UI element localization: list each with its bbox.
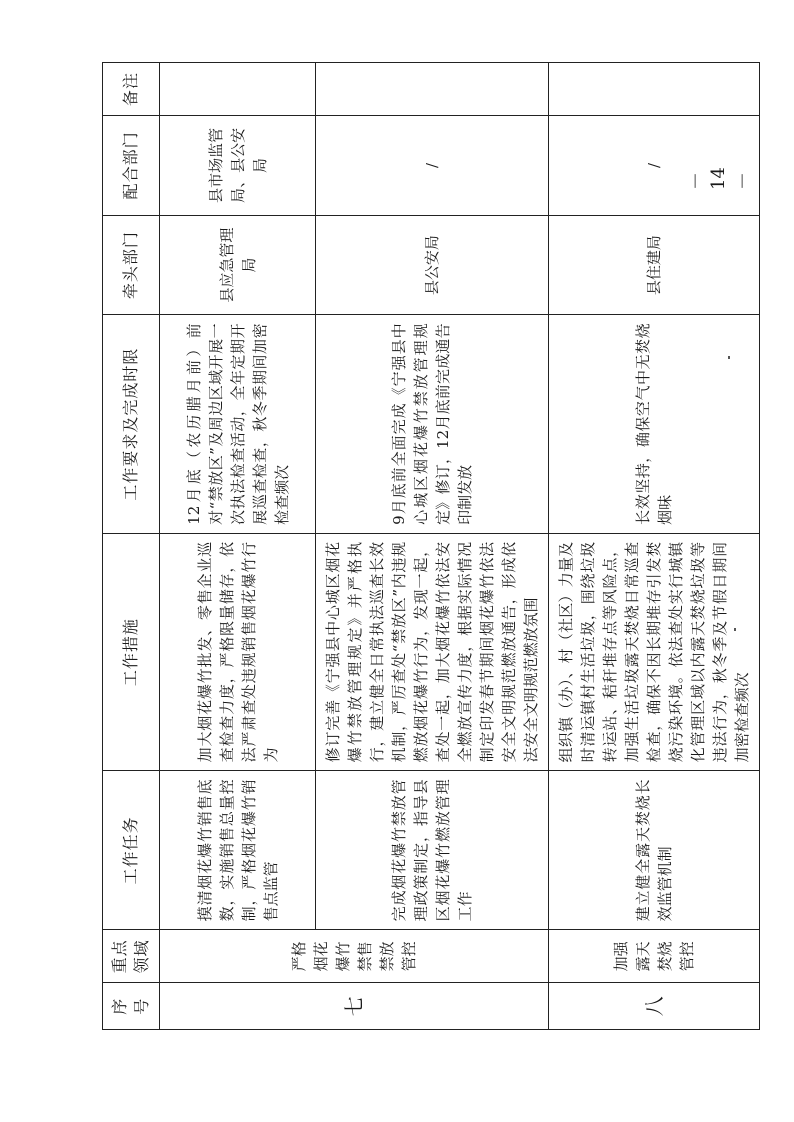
header-lead: 牵头部门: [103, 215, 160, 315]
table-row: [316, 63, 549, 1030]
row-requirement: 长效坚持，确保空气中无焚烧烟味: [549, 315, 760, 533]
row-area: 加强露天焚烧管控: [549, 930, 760, 983]
page-number: － 14 －: [686, 167, 754, 190]
header-note: 备注: [103, 63, 160, 116]
table-header-row: [103, 63, 160, 1030]
header-seq: 序号: [103, 983, 160, 1030]
scan-speck: [728, 356, 730, 359]
row-task: 建立健全露天焚烧长效监管机制: [549, 771, 760, 930]
row-coop: /: [316, 116, 549, 216]
work-task-table: [102, 62, 760, 1030]
row-coop: /: [549, 116, 760, 216]
row-measure: 加大烟花爆竹批发、零售企业巡查检查力度，严格限量储存，依法严肃查处违规销售烟花爆竹行为: [160, 533, 316, 771]
row-requirement: 12月底（农历腊月前）前对“禁放区”及周边区域开展一次执法检查活动，全年定期开展巡查检查，秋冬季期间加密检查频次: [160, 315, 316, 533]
row-note: [160, 63, 316, 116]
row-seq: 八: [549, 983, 760, 1030]
header-coop: 配合部门: [103, 116, 160, 216]
header-area: 重点领域: [103, 930, 160, 983]
row-task: 摸清烟花爆竹销售底数，实施销售总量控制，严格烟花爆竹销售点监管: [160, 771, 316, 930]
row-seq: 七: [160, 983, 549, 1030]
row-note: [549, 63, 760, 116]
row-measure: 组织镇（办）、村（社区）力量及时清运镇村生活垃圾，围绕垃圾转运站、秸秆堆存点等风险点，加强生活垃圾露天焚烧日常巡查检查，确保不因长期堆存引发焚烧污染环境。依法查处实行城镇化管理区域以内露天焚烧垃圾等违法行为，秋冬季及节假日期间加密检查频次: [549, 533, 760, 771]
row-lead: 县住建局: [549, 215, 760, 315]
row-lead: 县公安局: [316, 215, 549, 315]
row-note: [316, 63, 549, 116]
header-measure: 工作措施: [103, 533, 160, 771]
row-coop: 县市场监管局、县公安局: [160, 116, 316, 216]
row-area: 严格烟花爆竹禁售禁放管控: [160, 930, 549, 983]
table-row: [160, 63, 316, 1030]
row-task: 完成烟花爆竹禁放管理政策制定，指导县区烟花爆竹燃放管理工作: [316, 771, 549, 930]
scan-speck: [734, 628, 736, 631]
header-requirement: 工作要求及完成时限: [103, 315, 160, 533]
row-lead: 县应急管理局: [160, 215, 316, 315]
row-requirement: 9月底前全面完成《宁强县中心城区烟花爆竹禁放管理规定》修订，12月底前完成通告印制发放: [316, 315, 549, 533]
table-row: [549, 63, 760, 1030]
row-measure: 修订完善《宁强县中心城区烟花爆竹禁放管理规定》并严格执行，建立健全日常执法巡查长效机制，严厉查处“禁放区”内违规燃放烟花爆竹行为，发现一起，查处一起，加大烟花爆竹依法安全燃放宣传力度，根据实际情况制定印发春节期间烟花爆竹依法安全文明规范燃放通告，形成依法安全文明规范燃放氛围: [316, 533, 549, 771]
header-task: 工作任务: [103, 771, 160, 930]
